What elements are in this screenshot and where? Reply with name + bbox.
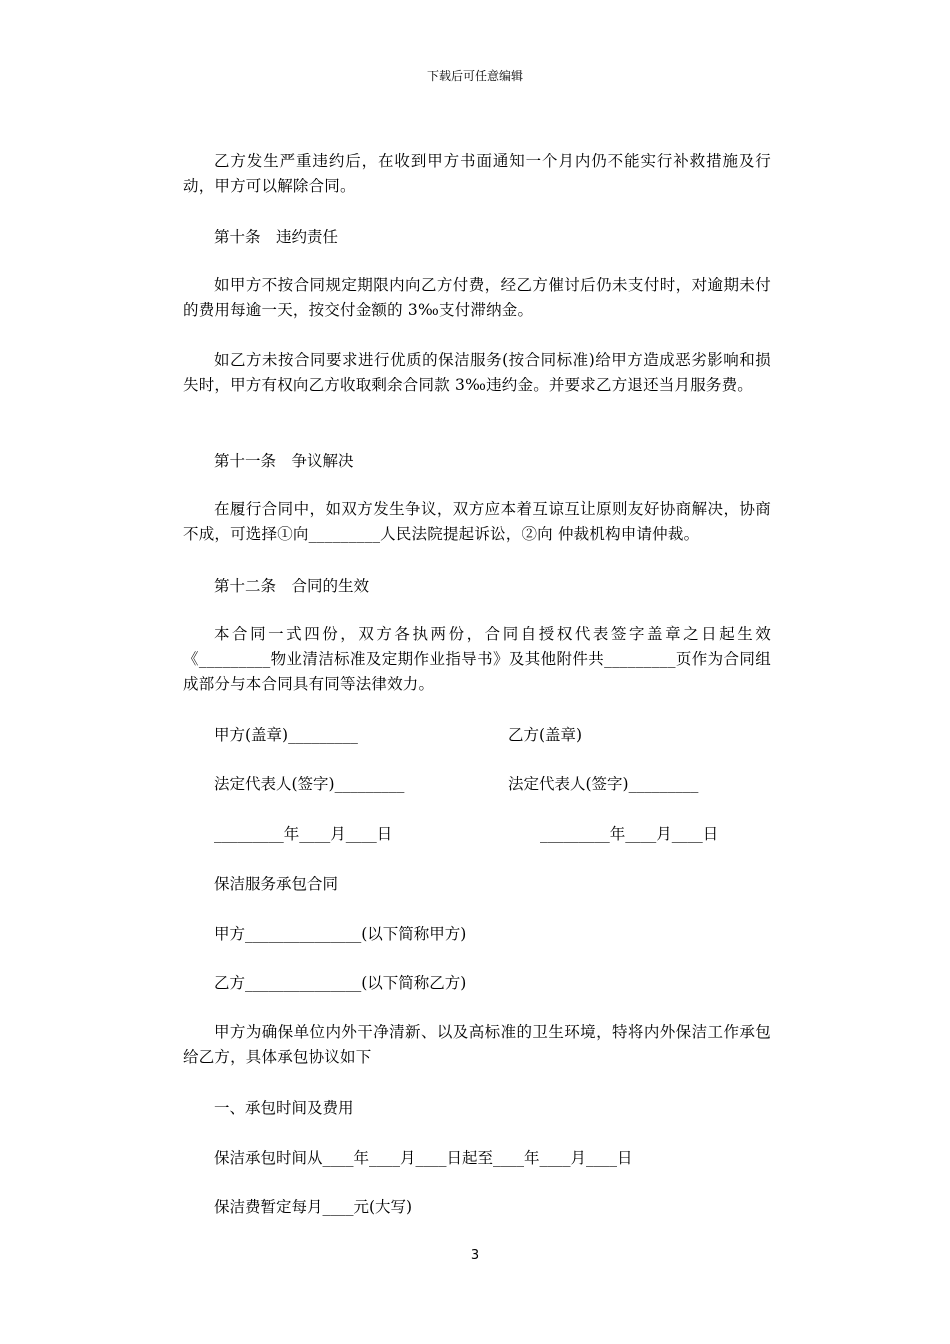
paragraph-dispute: 在履行合同中，如双方发生争议，双方应本着互谅互让原则友好协商解决，协商不成，可选择①向_________人民法院提起诉讼，②向 仲裁机构申请仲裁。 [183, 500, 771, 543]
contract-2-title: 保洁服务承包合同 [214, 875, 339, 893]
date-a: _________年____月____日 [214, 825, 393, 843]
article-10-heading: 第十条 违约责任 [214, 228, 339, 246]
article-11-heading: 第十一条 争议解决 [214, 452, 354, 470]
date-b: _________年____月____日 [540, 825, 719, 843]
section-1-heading: 一、承包时间及费用 [214, 1099, 354, 1117]
paragraph-late-payment: 如甲方不按合同规定期限内向乙方付费，经乙方催讨后仍未支付时，对逾期未付的费用每逾一天，按交付金额的 3‰支付滞纳金。 [183, 276, 771, 319]
contract-2-intro: 甲方为确保单位内外干净清新、以及高标准的卫生环境，特将内外保洁工作承包给乙方，具体承包协议如下 [183, 1023, 771, 1066]
party-a-seal: 甲方(盖章)_________ [214, 726, 358, 744]
party-b-seal: 乙方(盖章) [508, 726, 583, 744]
contract-period: 保洁承包时间从____年____月____日起至____年____月____日 [214, 1149, 633, 1167]
article-12-heading: 第十二条 合同的生效 [214, 577, 370, 595]
representative-b: 法定代表人(签字)_________ [508, 775, 699, 793]
paragraph-termination: 乙方发生严重违约后，在收到甲方书面通知一个月内仍不能实行补救措施及行动，甲方可以解除合同。 [183, 152, 771, 195]
page-header: 下载后可任意编辑 [426, 69, 523, 83]
paragraph-effectiveness: 本合同一式四份，双方各执两份，合同自授权代表签字盖章之日起生效《_________物业清洁标准及定期作业指导书》及其他附件共_________页作为合同组成部分与本合同具有同等法律效力。 [183, 625, 771, 693]
contract-2-party-a: 甲方_______________(以下简称甲方) [214, 925, 467, 943]
contract-fee: 保洁费暂定每月____元(大写) [214, 1198, 413, 1216]
paragraph-service-breach: 如乙方未按合同要求进行优质的保洁服务(按合同标准)给甲方造成恶劣影响和损失时，甲方有权向乙方收取剩余合同款 3‰违约金。并要求乙方退还当月服务费。 [183, 351, 771, 394]
representative-a: 法定代表人(签字)_________ [214, 775, 405, 793]
contract-2-party-b: 乙方_______________(以下简称乙方) [214, 974, 467, 992]
page-number: 3 [470, 1248, 480, 1263]
